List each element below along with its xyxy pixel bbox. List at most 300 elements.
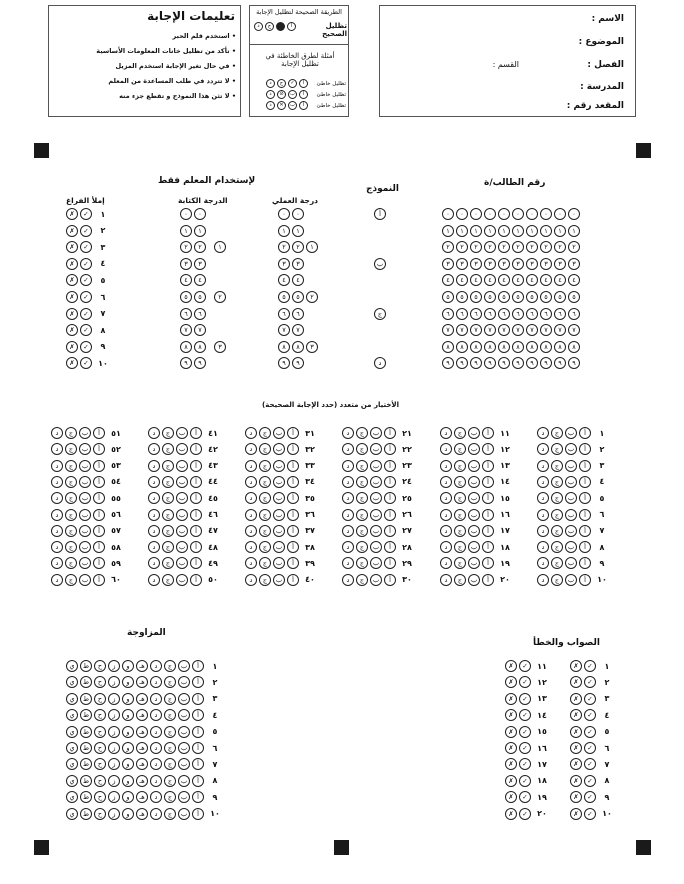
matching-bubble[interactable]: هـ	[136, 726, 148, 738]
matching-bubble[interactable]: و	[122, 742, 134, 754]
matching-bubble[interactable]: ح	[94, 758, 106, 770]
student-number-bubble[interactable]: ١	[568, 225, 580, 237]
matching-bubble[interactable]: ج	[164, 808, 176, 820]
practical-digit-bubble[interactable]: ٤	[278, 274, 290, 286]
matching-bubble[interactable]: ط	[80, 791, 92, 803]
matching-bubble[interactable]: و	[122, 676, 134, 688]
mcq-bubble[interactable]: د	[148, 443, 160, 455]
mcq-bubble[interactable]: د	[342, 557, 354, 569]
tf-true-bubble[interactable]: ✓	[519, 709, 531, 721]
student-number-bubble[interactable]: ١	[512, 225, 524, 237]
matching-bubble[interactable]: ج	[164, 758, 176, 770]
matching-bubble[interactable]: ب	[178, 775, 190, 787]
student-number-bubble[interactable]: ٠	[554, 208, 566, 220]
tf-true-bubble[interactable]: ✓	[584, 758, 596, 770]
written-extra-bubble[interactable]: ١	[214, 241, 226, 253]
matching-bubble[interactable]: ب	[178, 808, 190, 820]
practical-digit-bubble[interactable]: ٠	[292, 208, 304, 220]
mcq-bubble[interactable]: ب	[370, 557, 382, 569]
tf-false-bubble[interactable]: ✗	[570, 726, 582, 738]
mcq-bubble[interactable]: ج	[356, 476, 368, 488]
fill-wrong-bubble[interactable]: ✗	[66, 341, 78, 353]
mcq-bubble[interactable]: ج	[259, 476, 271, 488]
mcq-bubble[interactable]: أ	[93, 492, 105, 504]
mcq-bubble[interactable]: ب	[565, 541, 577, 553]
mcq-bubble[interactable]: ب	[565, 460, 577, 472]
mcq-bubble[interactable]: ب	[79, 541, 91, 553]
student-number-bubble[interactable]: ٠	[526, 208, 538, 220]
mcq-bubble[interactable]: ب	[79, 557, 91, 569]
written-digit-bubble[interactable]: ٢	[194, 241, 206, 253]
mcq-bubble[interactable]: أ	[482, 492, 494, 504]
written-digit-bubble[interactable]: ٦	[180, 308, 192, 320]
mcq-bubble[interactable]: د	[245, 509, 257, 521]
mcq-bubble[interactable]: ب	[273, 509, 285, 521]
tf-true-bubble[interactable]: ✓	[519, 660, 531, 672]
mcq-bubble[interactable]: ب	[565, 557, 577, 569]
mcq-bubble[interactable]: ب	[79, 476, 91, 488]
student-number-bubble[interactable]: ٨	[554, 341, 566, 353]
matching-bubble[interactable]: ي	[66, 726, 78, 738]
matching-bubble[interactable]: أ	[192, 660, 204, 672]
student-number-bubble[interactable]: ٩	[512, 357, 524, 369]
fill-wrong-bubble[interactable]: ✗	[66, 225, 78, 237]
tf-true-bubble[interactable]: ✓	[519, 791, 531, 803]
mcq-bubble[interactable]: أ	[384, 557, 396, 569]
student-number-bubble[interactable]: ٠	[456, 208, 468, 220]
matching-bubble[interactable]: أ	[192, 742, 204, 754]
matching-bubble[interactable]: د	[150, 808, 162, 820]
student-number-bubble[interactable]: ١	[498, 225, 510, 237]
mcq-bubble[interactable]: د	[537, 443, 549, 455]
fill-wrong-bubble[interactable]: ✗	[66, 258, 78, 270]
student-number-bubble[interactable]: ٨	[442, 341, 454, 353]
matching-bubble[interactable]: ط	[80, 742, 92, 754]
written-extra-bubble[interactable]: ٣	[214, 341, 226, 353]
student-number-bubble[interactable]: ٢	[498, 241, 510, 253]
mcq-bubble[interactable]: أ	[384, 574, 396, 586]
matching-bubble[interactable]: ي	[66, 709, 78, 721]
student-number-bubble[interactable]: ٣	[484, 258, 496, 270]
mcq-bubble[interactable]: د	[148, 541, 160, 553]
mcq-bubble[interactable]: ب	[273, 541, 285, 553]
mcq-bubble[interactable]: أ	[482, 574, 494, 586]
written-digit-bubble[interactable]: ١	[194, 225, 206, 237]
matching-bubble[interactable]: ط	[80, 775, 92, 787]
tf-true-bubble[interactable]: ✓	[519, 775, 531, 787]
fill-correct-bubble[interactable]: ✓	[80, 357, 92, 369]
fill-correct-bubble[interactable]: ✓	[80, 208, 92, 220]
matching-bubble[interactable]: ح	[94, 791, 106, 803]
student-number-bubble[interactable]: ٤	[540, 274, 552, 286]
mcq-bubble[interactable]: د	[440, 557, 452, 569]
mcq-bubble[interactable]: د	[342, 460, 354, 472]
mcq-bubble[interactable]: ب	[176, 557, 188, 569]
mcq-bubble[interactable]: د	[440, 509, 452, 521]
mcq-bubble[interactable]: ج	[356, 541, 368, 553]
mcq-bubble[interactable]: أ	[190, 509, 202, 521]
mcq-bubble[interactable]: ب	[273, 427, 285, 439]
mcq-bubble[interactable]: د	[537, 557, 549, 569]
mcq-bubble[interactable]: ج	[454, 557, 466, 569]
mcq-bubble[interactable]: د	[440, 427, 452, 439]
matching-bubble[interactable]: ي	[66, 660, 78, 672]
mcq-bubble[interactable]: أ	[482, 541, 494, 553]
mcq-bubble[interactable]: ب	[176, 541, 188, 553]
mcq-bubble[interactable]: أ	[287, 557, 299, 569]
mcq-bubble[interactable]: أ	[482, 427, 494, 439]
mcq-bubble[interactable]: ج	[551, 574, 563, 586]
matching-bubble[interactable]: هـ	[136, 775, 148, 787]
mcq-bubble[interactable]: د	[440, 443, 452, 455]
mcq-bubble[interactable]: أ	[579, 492, 591, 504]
mcq-bubble[interactable]: أ	[93, 509, 105, 521]
mcq-bubble[interactable]: ج	[356, 525, 368, 537]
mcq-bubble[interactable]: أ	[482, 476, 494, 488]
mcq-bubble[interactable]: ب	[468, 460, 480, 472]
student-number-bubble[interactable]: ٧	[484, 324, 496, 336]
mcq-bubble[interactable]: د	[51, 492, 63, 504]
mcq-bubble[interactable]: ج	[454, 509, 466, 521]
matching-bubble[interactable]: أ	[192, 808, 204, 820]
mcq-bubble[interactable]: ج	[162, 541, 174, 553]
mcq-bubble[interactable]: ج	[551, 525, 563, 537]
mcq-bubble[interactable]: د	[537, 509, 549, 521]
mcq-bubble[interactable]: د	[245, 443, 257, 455]
mcq-bubble[interactable]: ج	[259, 541, 271, 553]
student-number-bubble[interactable]: ٧	[442, 324, 454, 336]
mcq-bubble[interactable]: أ	[190, 574, 202, 586]
student-number-bubble[interactable]: ٢	[568, 241, 580, 253]
mcq-bubble[interactable]: ب	[79, 492, 91, 504]
mcq-bubble[interactable]: ج	[551, 541, 563, 553]
mcq-bubble[interactable]: د	[537, 476, 549, 488]
student-number-bubble[interactable]: ٣	[456, 258, 468, 270]
matching-bubble[interactable]: أ	[192, 726, 204, 738]
mcq-bubble[interactable]: أ	[384, 541, 396, 553]
student-number-bubble[interactable]: ٦	[484, 308, 496, 320]
mcq-bubble[interactable]: ب	[370, 574, 382, 586]
student-number-bubble[interactable]: ٤	[568, 274, 580, 286]
fill-correct-bubble[interactable]: ✓	[80, 225, 92, 237]
student-number-bubble[interactable]: ٠	[498, 208, 510, 220]
mcq-bubble[interactable]: ج	[551, 443, 563, 455]
student-number-bubble[interactable]: ٣	[526, 258, 538, 270]
model-bubble[interactable]: ب	[374, 258, 386, 270]
matching-bubble[interactable]: ي	[66, 775, 78, 787]
mcq-bubble[interactable]: د	[51, 460, 63, 472]
student-number-bubble[interactable]: ٥	[554, 291, 566, 303]
tf-false-bubble[interactable]: ✗	[505, 775, 517, 787]
mcq-bubble[interactable]: ب	[176, 574, 188, 586]
mcq-bubble[interactable]: د	[537, 460, 549, 472]
student-number-bubble[interactable]: ٨	[512, 341, 524, 353]
student-number-bubble[interactable]: ٠	[470, 208, 482, 220]
mcq-bubble[interactable]: د	[342, 443, 354, 455]
mcq-bubble[interactable]: ج	[356, 427, 368, 439]
mcq-bubble[interactable]: د	[342, 492, 354, 504]
student-number-bubble[interactable]: ٩	[554, 357, 566, 369]
written-digit-bubble[interactable]: ٨	[180, 341, 192, 353]
mcq-bubble[interactable]: أ	[190, 525, 202, 537]
student-number-bubble[interactable]: ٣	[512, 258, 524, 270]
student-number-bubble[interactable]: ٥	[484, 291, 496, 303]
matching-bubble[interactable]: هـ	[136, 742, 148, 754]
mcq-bubble[interactable]: أ	[384, 525, 396, 537]
matching-bubble[interactable]: أ	[192, 709, 204, 721]
model-bubble[interactable]: ج	[374, 308, 386, 320]
student-number-bubble[interactable]: ٢	[554, 241, 566, 253]
matching-bubble[interactable]: و	[122, 758, 134, 770]
mcq-bubble[interactable]: د	[440, 574, 452, 586]
mcq-bubble[interactable]: ب	[468, 427, 480, 439]
mcq-bubble[interactable]: ب	[370, 460, 382, 472]
mcq-bubble[interactable]: أ	[93, 541, 105, 553]
mcq-bubble[interactable]: ج	[65, 492, 77, 504]
mcq-bubble[interactable]: د	[51, 443, 63, 455]
mcq-bubble[interactable]: أ	[93, 443, 105, 455]
student-number-bubble[interactable]: ٥	[498, 291, 510, 303]
mcq-bubble[interactable]: د	[342, 476, 354, 488]
matching-bubble[interactable]: ح	[94, 726, 106, 738]
mcq-bubble[interactable]: د	[440, 525, 452, 537]
mcq-bubble[interactable]: د	[537, 525, 549, 537]
matching-bubble[interactable]: ج	[164, 775, 176, 787]
mcq-bubble[interactable]: ج	[356, 574, 368, 586]
mcq-bubble[interactable]: ب	[370, 492, 382, 504]
matching-bubble[interactable]: ب	[178, 742, 190, 754]
student-number-bubble[interactable]: ٩	[456, 357, 468, 369]
mcq-bubble[interactable]: د	[148, 492, 160, 504]
mcq-bubble[interactable]: أ	[287, 574, 299, 586]
mcq-bubble[interactable]: أ	[579, 443, 591, 455]
mcq-bubble[interactable]: أ	[190, 557, 202, 569]
matching-bubble[interactable]: ز	[108, 676, 120, 688]
student-number-bubble[interactable]: ٠	[512, 208, 524, 220]
tf-false-bubble[interactable]: ✗	[570, 808, 582, 820]
practical-digit-bubble[interactable]: ٦	[278, 308, 290, 320]
tf-false-bubble[interactable]: ✗	[505, 693, 517, 705]
student-number-bubble[interactable]: ٧	[554, 324, 566, 336]
student-number-bubble[interactable]: ١	[540, 225, 552, 237]
matching-bubble[interactable]: ي	[66, 742, 78, 754]
mcq-bubble[interactable]: ج	[65, 427, 77, 439]
student-number-bubble[interactable]: ٠	[568, 208, 580, 220]
practical-digit-bubble[interactable]: ٨	[278, 341, 290, 353]
mcq-bubble[interactable]: أ	[384, 476, 396, 488]
student-number-bubble[interactable]: ٩	[540, 357, 552, 369]
mcq-bubble[interactable]: ب	[565, 525, 577, 537]
mcq-bubble[interactable]: ب	[176, 443, 188, 455]
student-number-bubble[interactable]: ١	[442, 225, 454, 237]
student-number-bubble[interactable]: ٥	[540, 291, 552, 303]
mcq-bubble[interactable]: ج	[162, 525, 174, 537]
tf-false-bubble[interactable]: ✗	[505, 676, 517, 688]
mcq-bubble[interactable]: ب	[176, 492, 188, 504]
student-number-bubble[interactable]: ٨	[470, 341, 482, 353]
mcq-bubble[interactable]: أ	[287, 443, 299, 455]
tf-true-bubble[interactable]: ✓	[519, 742, 531, 754]
matching-bubble[interactable]: د	[150, 758, 162, 770]
tf-false-bubble[interactable]: ✗	[570, 693, 582, 705]
mcq-bubble[interactable]: ب	[273, 492, 285, 504]
matching-bubble[interactable]: ب	[178, 676, 190, 688]
tf-false-bubble[interactable]: ✗	[505, 660, 517, 672]
mcq-bubble[interactable]: ب	[176, 460, 188, 472]
matching-bubble[interactable]: ي	[66, 676, 78, 688]
mcq-bubble[interactable]: ج	[65, 557, 77, 569]
practical-digit-bubble[interactable]: ٨	[292, 341, 304, 353]
matching-bubble[interactable]: ح	[94, 742, 106, 754]
mcq-bubble[interactable]: ب	[468, 525, 480, 537]
student-number-bubble[interactable]: ٧	[526, 324, 538, 336]
mcq-bubble[interactable]: أ	[190, 427, 202, 439]
mcq-bubble[interactable]: د	[537, 492, 549, 504]
fill-wrong-bubble[interactable]: ✗	[66, 308, 78, 320]
matching-bubble[interactable]: و	[122, 660, 134, 672]
fill-correct-bubble[interactable]: ✓	[80, 308, 92, 320]
mcq-bubble[interactable]: ج	[65, 460, 77, 472]
mcq-bubble[interactable]: د	[342, 427, 354, 439]
mcq-bubble[interactable]: ج	[551, 427, 563, 439]
matching-bubble[interactable]: د	[150, 791, 162, 803]
tf-true-bubble[interactable]: ✓	[584, 693, 596, 705]
matching-bubble[interactable]: هـ	[136, 791, 148, 803]
student-number-bubble[interactable]: ٢	[540, 241, 552, 253]
mcq-bubble[interactable]: ج	[259, 492, 271, 504]
matching-bubble[interactable]: هـ	[136, 676, 148, 688]
student-number-bubble[interactable]: ٥	[526, 291, 538, 303]
mcq-bubble[interactable]: أ	[93, 557, 105, 569]
matching-bubble[interactable]: ز	[108, 742, 120, 754]
student-number-bubble[interactable]: ٣	[540, 258, 552, 270]
mcq-bubble[interactable]: ج	[454, 476, 466, 488]
student-number-bubble[interactable]: ٩	[484, 357, 496, 369]
student-number-bubble[interactable]: ٠	[484, 208, 496, 220]
mcq-bubble[interactable]: ب	[370, 509, 382, 521]
mcq-bubble[interactable]: ب	[565, 443, 577, 455]
fill-wrong-bubble[interactable]: ✗	[66, 274, 78, 286]
student-number-bubble[interactable]: ٦	[456, 308, 468, 320]
tf-false-bubble[interactable]: ✗	[505, 726, 517, 738]
student-number-bubble[interactable]: ٦	[526, 308, 538, 320]
mcq-bubble[interactable]: ج	[162, 557, 174, 569]
mcq-bubble[interactable]: د	[245, 427, 257, 439]
mcq-bubble[interactable]: ب	[468, 492, 480, 504]
practical-extra-bubble[interactable]: ٢	[306, 291, 318, 303]
mcq-bubble[interactable]: د	[148, 509, 160, 521]
written-digit-bubble[interactable]: ٤	[194, 274, 206, 286]
matching-bubble[interactable]: و	[122, 775, 134, 787]
student-number-bubble[interactable]: ٨	[484, 341, 496, 353]
practical-digit-bubble[interactable]: ٦	[292, 308, 304, 320]
fill-correct-bubble[interactable]: ✓	[80, 274, 92, 286]
mcq-bubble[interactable]: ب	[370, 427, 382, 439]
mcq-bubble[interactable]: ج	[259, 557, 271, 569]
mcq-bubble[interactable]: د	[148, 427, 160, 439]
written-digit-bubble[interactable]: ٦	[194, 308, 206, 320]
practical-digit-bubble[interactable]: ٠	[278, 208, 290, 220]
matching-bubble[interactable]: أ	[192, 758, 204, 770]
mcq-bubble[interactable]: ج	[259, 509, 271, 521]
tf-false-bubble[interactable]: ✗	[505, 791, 517, 803]
mcq-bubble[interactable]: أ	[482, 443, 494, 455]
matching-bubble[interactable]: ب	[178, 726, 190, 738]
written-digit-bubble[interactable]: ٨	[194, 341, 206, 353]
mcq-bubble[interactable]: أ	[579, 476, 591, 488]
student-number-bubble[interactable]: ٢	[526, 241, 538, 253]
matching-bubble[interactable]: ح	[94, 808, 106, 820]
matching-bubble[interactable]: ي	[66, 758, 78, 770]
mcq-bubble[interactable]: أ	[93, 427, 105, 439]
matching-bubble[interactable]: أ	[192, 791, 204, 803]
mcq-bubble[interactable]: ب	[176, 525, 188, 537]
mcq-bubble[interactable]: ب	[468, 509, 480, 521]
fill-wrong-bubble[interactable]: ✗	[66, 241, 78, 253]
mcq-bubble[interactable]: ج	[454, 427, 466, 439]
written-digit-bubble[interactable]: ٠	[180, 208, 192, 220]
model-bubble[interactable]: أ	[374, 208, 386, 220]
tf-false-bubble[interactable]: ✗	[505, 742, 517, 754]
mcq-bubble[interactable]: ب	[273, 476, 285, 488]
written-extra-bubble[interactable]: ٢	[214, 291, 226, 303]
mcq-bubble[interactable]: أ	[482, 509, 494, 521]
tf-true-bubble[interactable]: ✓	[584, 791, 596, 803]
practical-digit-bubble[interactable]: ٧	[292, 324, 304, 336]
fill-correct-bubble[interactable]: ✓	[80, 341, 92, 353]
matching-bubble[interactable]: و	[122, 693, 134, 705]
mcq-bubble[interactable]: ج	[65, 476, 77, 488]
mcq-bubble[interactable]: د	[51, 525, 63, 537]
mcq-bubble[interactable]: ب	[370, 541, 382, 553]
mcq-bubble[interactable]: أ	[384, 460, 396, 472]
mcq-bubble[interactable]: أ	[384, 492, 396, 504]
student-number-bubble[interactable]: ٢	[484, 241, 496, 253]
practical-digit-bubble[interactable]: ٤	[292, 274, 304, 286]
student-number-bubble[interactable]: ١	[456, 225, 468, 237]
practical-digit-bubble[interactable]: ١	[292, 225, 304, 237]
mcq-bubble[interactable]: ج	[259, 443, 271, 455]
tf-false-bubble[interactable]: ✗	[505, 758, 517, 770]
mcq-bubble[interactable]: د	[51, 574, 63, 586]
practical-digit-bubble[interactable]: ٣	[292, 258, 304, 270]
mcq-bubble[interactable]: أ	[190, 443, 202, 455]
mcq-bubble[interactable]: ج	[551, 460, 563, 472]
mcq-bubble[interactable]: د	[537, 427, 549, 439]
mcq-bubble[interactable]: ب	[176, 476, 188, 488]
student-number-bubble[interactable]: ٥	[512, 291, 524, 303]
tf-true-bubble[interactable]: ✓	[584, 676, 596, 688]
student-number-bubble[interactable]: ٦	[498, 308, 510, 320]
practical-digit-bubble[interactable]: ٥	[278, 291, 290, 303]
student-number-bubble[interactable]: ٧	[498, 324, 510, 336]
mcq-bubble[interactable]: ج	[259, 574, 271, 586]
written-digit-bubble[interactable]: ٥	[194, 291, 206, 303]
matching-bubble[interactable]: ز	[108, 791, 120, 803]
matching-bubble[interactable]: هـ	[136, 808, 148, 820]
student-number-bubble[interactable]: ٩	[498, 357, 510, 369]
matching-bubble[interactable]: ز	[108, 808, 120, 820]
student-number-bubble[interactable]: ٤	[512, 274, 524, 286]
mcq-bubble[interactable]: د	[245, 525, 257, 537]
mcq-bubble[interactable]: ج	[162, 427, 174, 439]
matching-bubble[interactable]: و	[122, 791, 134, 803]
mcq-bubble[interactable]: ج	[356, 460, 368, 472]
mcq-bubble[interactable]: ج	[454, 460, 466, 472]
student-number-bubble[interactable]: ١	[526, 225, 538, 237]
matching-bubble[interactable]: ح	[94, 660, 106, 672]
mcq-bubble[interactable]: ب	[273, 574, 285, 586]
